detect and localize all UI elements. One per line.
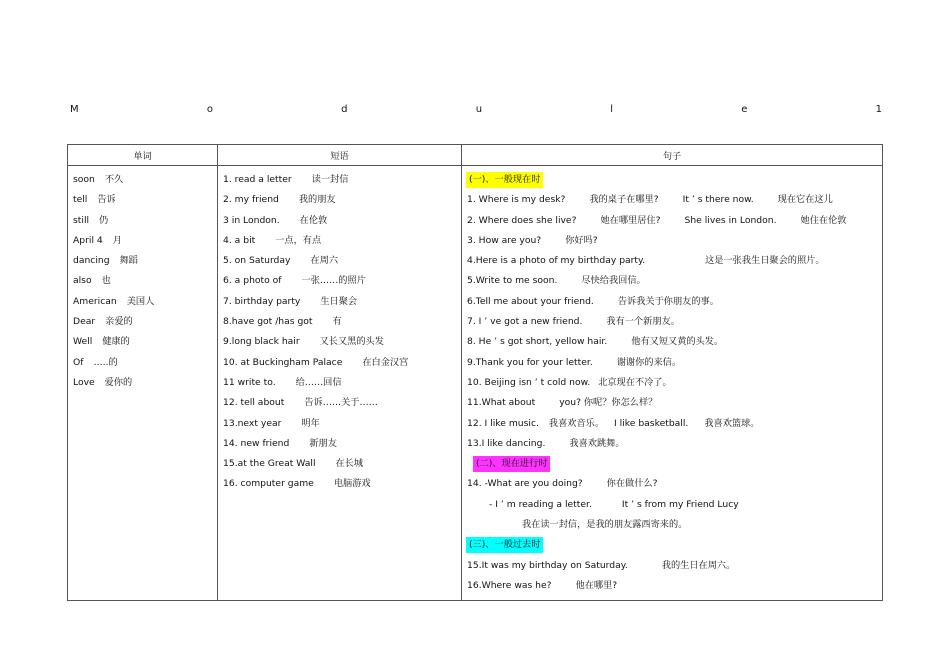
sentence-item: 11.What about you? 你呢？你怎么样？ — [467, 397, 658, 409]
header-phrases: 短语 — [218, 145, 462, 166]
title-letter: l — [610, 104, 614, 115]
word-item: American 美国人 — [73, 295, 155, 307]
sentence-item: 10. Beijing isn ’ t cold now. 北京现在不冷了。 — [467, 376, 672, 388]
words-column — [68, 166, 218, 601]
phrase-item: 14. new friend 新朋友 — [223, 437, 337, 449]
phrase-item: 6. a photo of 一张……的照片 — [223, 275, 366, 287]
sentence-item: 14. -What are you doing? 你在做什么? — [467, 478, 658, 490]
title-letter: d — [341, 104, 348, 115]
word-item: Dear 亲爱的 — [73, 316, 133, 328]
sentence-item: - I ’ m reading a letter. It ’ s from my Friend Lucy — [489, 498, 739, 510]
section-heading-progressive: (二)、现在进行时 — [467, 454, 877, 474]
sentence-item: 4.Here is a photo of my birthday party. 这是一张我生日聚会的照片。 — [467, 255, 825, 267]
phrase-item: 15.at the Great Wall 在长城 — [223, 458, 364, 470]
phrase-item: 13.next year 明年 — [223, 417, 320, 429]
word-item: tell 告诉 — [73, 194, 116, 206]
title-letter: 1 — [875, 104, 882, 115]
phrase-item: 11 write to. 给……回信 — [223, 376, 342, 388]
phrase-item: 9.long black hair 又长又黑的头发 — [223, 336, 384, 348]
section-heading-past: (三)、一般过去时 — [467, 535, 877, 555]
sentence-item: 8. He ’ s got short, yellow hair. 他有又短又黄的头发。 — [467, 336, 724, 348]
word-item: dancing 舞蹈 — [73, 255, 138, 267]
word-item: Well 健康的 — [73, 336, 130, 348]
phrase-item: 10. at Buckingham Palace 在白金汉宫 — [223, 356, 409, 368]
sentence-item: 5.Write to me soon. 尽快给我回信。 — [467, 275, 646, 287]
sentence-item: 6.Tell me about your friend. 告诉我关于你朋友的事。 — [467, 295, 719, 307]
sentence-item: 16.Where was he? 他在哪里? — [467, 579, 618, 591]
word-item: Love 爱你的 — [73, 376, 133, 388]
title-letter: e — [741, 104, 748, 115]
sentence-item: 1. Where is my desk? 我的桌子在哪里? It ’ s there now. 现在它在这儿 — [467, 194, 833, 206]
word-item: soon 不久 — [73, 174, 124, 185]
word-item: April 4 月 — [73, 234, 122, 246]
sentences-column — [462, 166, 883, 601]
header-words: 单词 — [68, 145, 218, 166]
sentence-item: 2. Where does she live? 她在哪里居住? She lives in London. 她住在伦敦 — [467, 214, 847, 226]
vocabulary-table — [67, 144, 883, 601]
phrase-item: 16. computer game 电脑游戏 — [223, 478, 371, 490]
phrase-item: 12. tell about 告诉……关于…… — [223, 397, 378, 409]
word-item: Of …..的 — [73, 356, 118, 368]
title-letter: o — [206, 104, 213, 115]
phrase-item: 8.have got /has got 有 — [223, 316, 342, 328]
phrase-item: 5. on Saturday 在周六 — [223, 255, 339, 267]
sentence-item: 13.I like dancing. 我喜欢跳舞。 — [467, 437, 625, 449]
phrase-item: 1. read a letter 读一封信 — [223, 174, 349, 185]
phrase-item: 3 in London. 在伦敦 — [223, 214, 328, 226]
phrases-column — [218, 166, 462, 601]
sentence-item: 我在读一封信，是我的朋友露西寄来的。 — [522, 519, 688, 531]
header-sentences: 句子 — [462, 145, 883, 166]
sentence-item: 3. How are you? 你好吗? — [467, 234, 598, 246]
phrase-item: 2. my friend 我的朋友 — [223, 194, 336, 206]
module-title — [70, 104, 882, 120]
word-item: still 仍 — [73, 214, 109, 226]
sentence-item: 9.Thank you for your letter. 谢谢你的来信。 — [467, 356, 682, 368]
section-heading-present: (一)、一般现在时 — [467, 170, 877, 190]
sentence-item: 12. I like music. 我喜欢音乐。 I like basketball. 我喜欢篮球。 — [467, 417, 760, 429]
title-letter: u — [475, 104, 483, 115]
sentence-item: 15.It was my birthday on Saturday. 我的生日在周六。 — [467, 559, 736, 571]
word-item: also 也 — [73, 275, 111, 287]
phrase-item: 4. a bit 一点，有点 — [223, 234, 322, 246]
sentence-item: 7. I ’ ve got a new friend. 我有一个新朋友。 — [467, 316, 680, 328]
phrase-item: 7. birthday party 生日聚会 — [223, 295, 358, 307]
title-letter: M — [70, 104, 79, 115]
